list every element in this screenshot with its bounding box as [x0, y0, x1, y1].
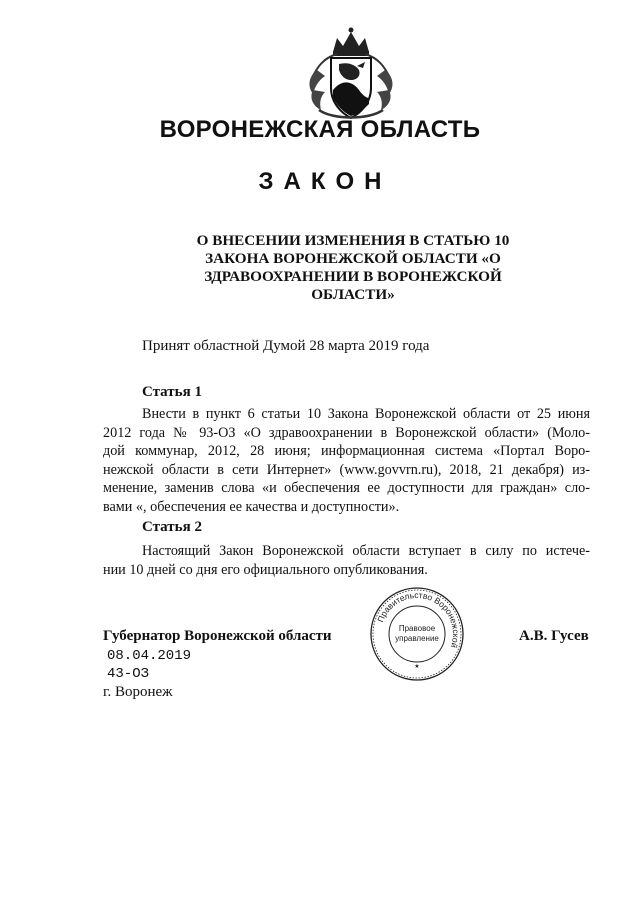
article-2-heading: Статья 2 — [142, 519, 202, 535]
signing-date: 08.04.2019 — [107, 648, 192, 664]
article-2-text — [103, 542, 590, 579]
article-line: вами «, обеспечения ее качества и доступности». — [103, 498, 400, 515]
article-1-heading: Статья 1 — [142, 384, 202, 400]
article-line: 2012 года № 93-ОЗ «О здравоохранении в Воронежской области» (Моло- — [103, 424, 590, 441]
article-line: дой коммунар, 2012, 28 июня; информационная система «Портал Воро- — [103, 443, 590, 460]
article-line: Настоящий Закон Воронежской области вступает в силу по истече- — [142, 543, 590, 559]
article-line: менение, заменив слова «и обеспечения ее доступности для граждан» сло- — [103, 480, 590, 497]
signing-city: г. Воронеж — [103, 684, 173, 700]
article-line: нии 10 дней со дня его официального опубликования. — [103, 561, 428, 578]
law-title-line: ОБЛАСТИ» — [311, 286, 395, 303]
stamp-star-icon: ★ — [414, 664, 420, 670]
article-line: Внести в пункт 6 статьи 10 Закона Воронежской области от 25 июня — [142, 406, 590, 422]
article-1-text — [103, 405, 590, 517]
signatory-name: А.В. Гусев — [519, 628, 589, 644]
law-title-line: ЗАКОНА ВОРОНЕЖСКОЙ ОБЛАСТИ «О — [205, 250, 501, 267]
law-title — [185, 232, 521, 304]
region-title: ВОРОНЕЖСКАЯ ОБЛАСТЬ — [159, 116, 481, 143]
stamp-center-line: Правовое — [398, 624, 436, 633]
law-title-line: ЗДРАВООХРАНЕНИИ В ВОРОНЕЖСКОЙ — [204, 268, 502, 285]
stamp-center-line: управление — [395, 634, 439, 643]
law-number: 43-ОЗ — [107, 666, 150, 682]
official-stamp — [369, 586, 465, 682]
law-title-line: О ВНЕСЕНИИ ИЗМЕНЕНИЯ В СТАТЬЮ 10 — [196, 232, 510, 249]
document-type-title: ЗАКОН — [258, 168, 392, 195]
article-line: нежской области в сети Интернет» (www.govvrn.ru), 2018, 21 декабря) из- — [103, 461, 590, 478]
adoption-note: Принят областной Думой 28 марта 2019 года — [142, 338, 430, 354]
coat-of-arms-emblem — [303, 24, 399, 124]
stamp-ring-text: Правительство Воронежской — [375, 589, 462, 650]
signatory-position: Губернатор Воронежской области — [103, 628, 332, 644]
